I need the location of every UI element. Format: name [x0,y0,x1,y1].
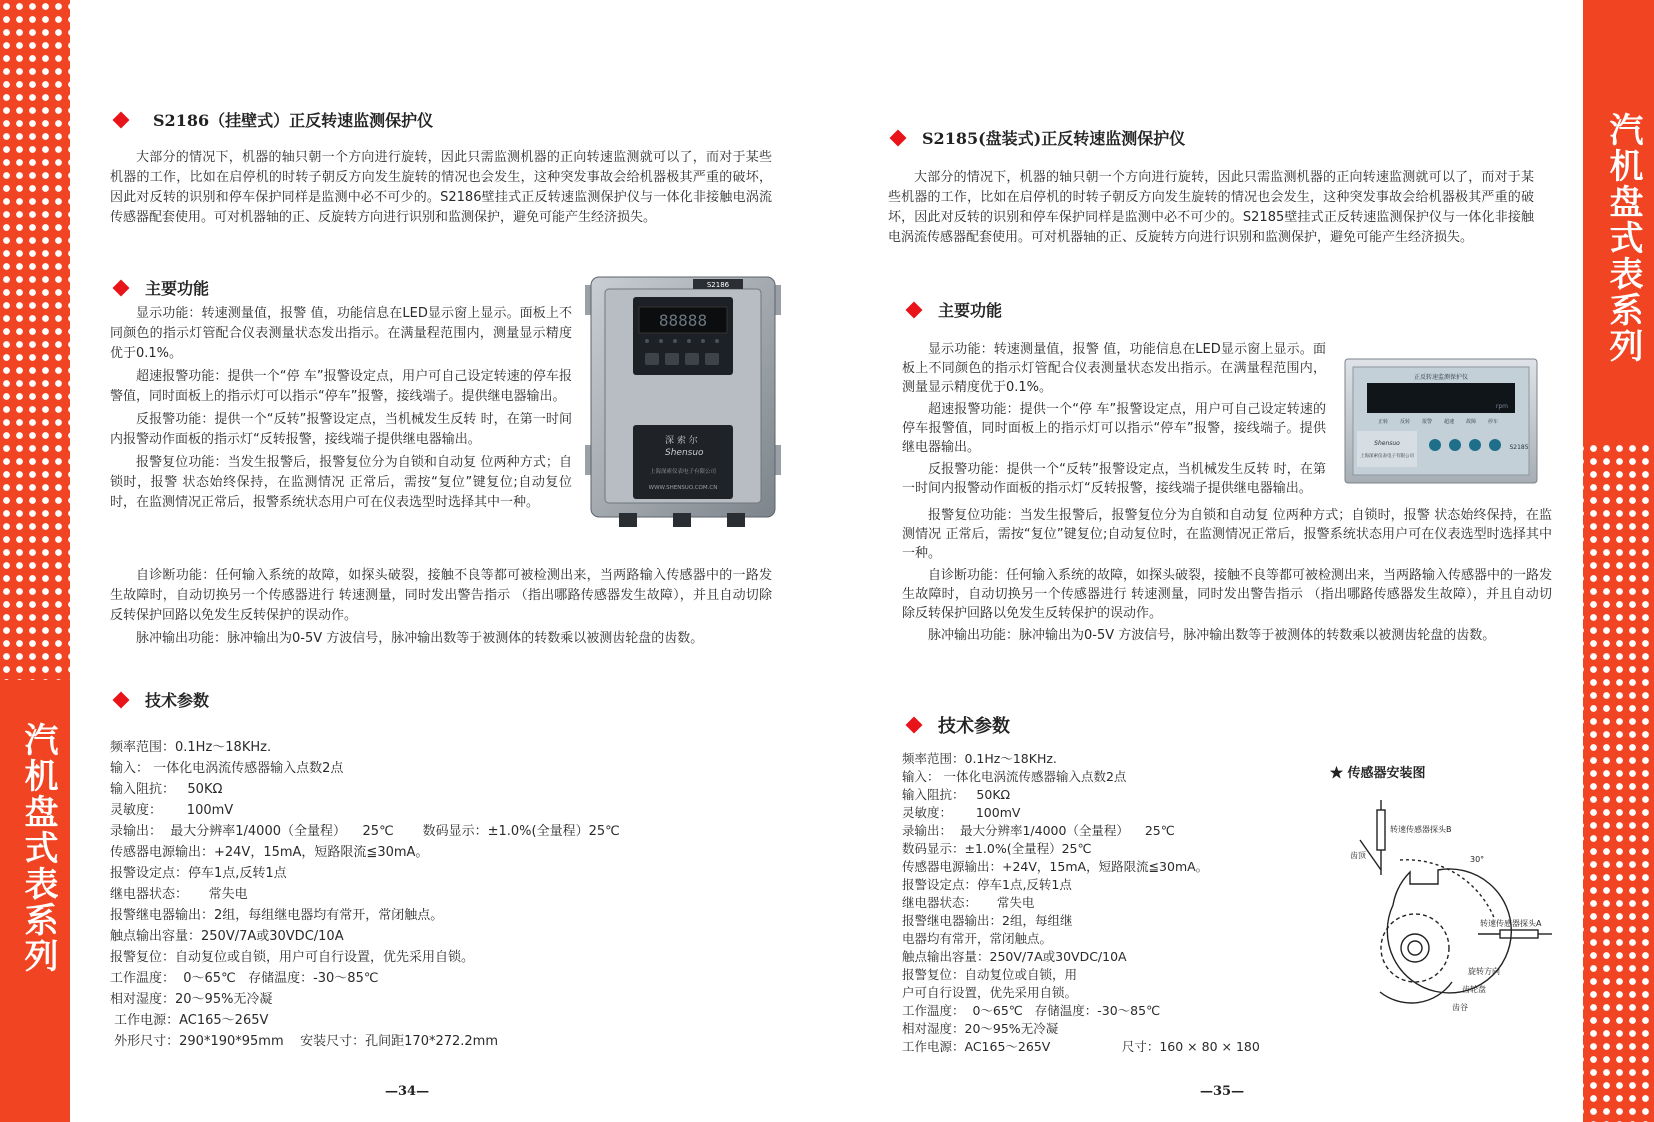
spec-row: 触点输出容量：250V/7A或30VDC/10A [902,949,1127,964]
left-title-text: S2186（挂壁式）正反转速监测保护仪 [153,111,434,130]
diagram-title: ★ 传感器安装图 [1330,766,1426,781]
spec-row: 输入： 一体化电涡流传感器输入点数2点 [902,769,1127,784]
spec-row: 报警复位：自动复位或自锁，用 [902,967,1078,982]
spec-row: 相对湿度：20～95%无冷凝 [902,1021,1059,1036]
diamond-bullet-icon [890,129,907,146]
right-page-number: —35— [1200,1084,1245,1099]
right-specs-list [902,750,1332,1056]
spec-row: 户可自行设置，优先采用自锁。 [902,985,1078,1000]
s2186-device-image [583,275,783,537]
feature-overspeed: 超速报警功能：提供一个“停 车”报警设定点，用户可自己设定转速的停车报警值，同时面板上的指示灯可以指示“停车”报警，接线端子。提供继电器输出。 [110,369,572,404]
feature-diagnosis: 自诊断功能：任何输入系统的故障，如探头破裂，接触不良等都可被检测出来，当两路输入传感器中的一路发生故障时，自动切换另一个传感器进行 转速测量，同时发出警告指示 （指出哪路传感器发生故障），并且自动切除反转保护回路以免发生反转保护的误动作。 [902,568,1553,621]
label-rotation: 旋转方向 [1468,967,1500,976]
feature-reverse: 反报警功能：提供一个“反转”报警设定点，当机械发生反转 时，在第一时间内报警动作面板的指示灯“反转报警，接线端子提供继电器输出。 [902,462,1326,496]
device-brand: Shensuo [1374,440,1400,447]
left-page-number: —34— [385,1084,430,1099]
diamond-bullet-icon [906,717,923,734]
diamond-bullet-icon [113,279,130,296]
spec-row: 灵敏度： 100mV [902,805,1021,820]
spec-row: 频率范围：0.1Hz～18KHz. [110,740,272,755]
sensor-install-diagram [1320,760,1570,1020]
right-title [892,126,1185,149]
right-title-text: S2185(盘装式)正反转速监测保护仪 [922,129,1186,148]
label-angle: 30° [1470,855,1485,864]
label-tooth-root: 齿谷 [1452,1003,1468,1012]
spec-row: 输入阻抗： 50KΩ [902,787,1011,802]
diamond-bullet-icon [113,111,130,128]
feature-display: 显示功能：转速测量值，报警 值，功能信息在LED显示窗上显示。面板上不同颜色的指示灯管配合仪表测量状态发出指示。在满量程范围内，测量显示精度优于0.1%。 [902,342,1326,395]
device-model-label: S2185 [1509,444,1529,451]
right-features-bottom [902,506,1552,648]
svg-text:报警: 报警 [1421,419,1433,425]
spec-row: 外形尺寸：290*190*95mm 安装尺寸：孔间距170*272.2mm [110,1034,499,1049]
spec-row: 报警设定点：停车1点,反转1点 [110,866,287,881]
spec-row: 相对湿度：20～95%无冷凝 [110,992,273,1007]
label-probe-b: 转速传感器探头B [1390,825,1452,834]
svg-text:停车: 停车 [1487,419,1499,425]
right-specs-heading: 技术参数 [908,712,1010,738]
spec-row: 录输出： 最大分辨率1/4000（全量程） 25℃ [902,823,1175,838]
spec-row: 报警继电器输出：2组，每组继 [902,913,1073,928]
feature-pulse: 脉冲输出功能：脉冲输出为0-5V 方波信号，脉冲输出数等于被测体的转数乘以被测齿轮盘的齿数。 [928,628,1496,643]
right-features-top [902,340,1326,501]
spec-row: 工作电源：AC165～265V 尺寸：160 × 80 × 180 [902,1039,1260,1054]
left-specs-heading: 技术参数 [115,688,209,711]
spec-row: 传感器电源输出：+24V，15mA，短路限流≦30mA。 [902,859,1209,874]
spec-row: 频率范围：0.1Hz～18KHz. [902,751,1057,766]
spec-row: 输入阻抗： 50KΩ [110,782,223,797]
device-company: 上海深索仪表电子有限公司 [649,469,717,475]
spec-row: 报警复位：自动复位或自锁，用户可自行设置，优先采用自锁。 [110,950,475,965]
spec-row: 工作温度： 0～65℃ 存储温度：-30～85℃ [110,971,379,986]
device-display-label: 正反转速监测保护仪 [1413,374,1469,381]
s2185-device-image [1343,357,1539,487]
svg-text:反转: 反转 [1399,419,1411,425]
diamond-bullet-icon [113,691,130,708]
device-model-label: S2186 [706,281,730,289]
spec-row: 报警设定点：停车1点,反转1点 [902,877,1072,892]
feature-reverse: 反报警功能：提供一个“反转”报警设定点，当机械发生反转 时，在第一时间内报警动作面板的指示灯“反转报警，接线端子提供继电器输出。 [110,412,572,447]
spec-row: 输入： 一体化电涡流传感器输入点数2点 [110,761,344,776]
feature-display: 显示功能：转速测量值，报警 值，功能信息在LED显示窗上显示。面板上不同颜色的指示灯管配合仪表测量状态发出指示。在满量程范围内，测量显示精度优于0.1%。 [110,306,572,361]
feature-overspeed: 超速报警功能：提供一个“停 车”报警设定点，用户可自己设定转速的停车报警值，同时面板上的指示灯可以指示“停车”报警，接线端子。提供继电器输出。 [902,402,1326,455]
right-features-heading: 主要功能 [908,298,1002,321]
device-unit: rpm [1495,403,1508,410]
spec-row: 触点输出容量：250V/7A或30VDC/10A [110,929,344,944]
spec-row: 继电器状态： 常失电 [110,887,248,902]
left-title [115,108,433,131]
diamond-bullet-icon [906,301,923,318]
left-features-top [110,304,572,516]
right-vertical-title: 汽机盘式表系列 [1603,112,1643,364]
right-intro: 大部分的情况下，机器的轴只朝一个方向进行旋转，因此只需监测机器的正向转速监测就可以了，而对于某些机器的工作，比如在启停机的时转子朝反方向发生旋转的情况也会发生，这种突发事故会给机器极其严重的破坏，因此对反转的识别和停车保护同样是监测中必不可少的。S2185壁挂式正反转速监测保护仪与一体化非接触电涡流传感器配套使用。可对机器轴的正、反旋转方向进行识别和监测保护，避免可能产生经济损失。 [888,170,1534,245]
device-brand: Shensuo [665,448,704,458]
left-specs-list [110,737,790,1052]
svg-text:故障: 故障 [1465,419,1477,425]
feature-diagnosis: 自诊断功能：任何输入系统的故障，如探头破裂，接触不良等都可被检测出来，当两路输入传感器中的一路发生故障时，自动切换另一个传感器进行 转速测量，同时发出警告指示 （指出哪路传感器发生故障），并且自动切除反转保护回路以免发生反转保护的误动作。 [110,568,772,623]
spec-row: 电器均有常开，常闭触点。 [902,931,1053,946]
svg-text:正转: 正转 [1377,419,1389,425]
label-tooth-top: 齿顶 [1350,851,1366,860]
spec-row: 工作温度： 0～65℃ 存储温度：-30～85℃ [902,1003,1161,1018]
device-led-display: 88888 [658,311,708,330]
left-vertical-title: 汽机盘式表系列 [18,722,58,974]
device-website: WWW.SHENSUO.COM.CN [648,485,718,491]
feature-pulse: 脉冲输出功能：脉冲输出为0-5V 方波信号，脉冲输出数等于被测体的转数乘以被测齿轮盘的齿数。 [136,631,704,646]
left-features-heading: 主要功能 [115,276,209,299]
left-features-bottom [110,566,772,652]
spec-row: 灵敏度： 100mV [110,803,234,818]
feature-reset: 报警复位功能：当发生报警后，报警复位分为自锁和自动复 位两种方式；自锁时，报警 状态始终保持，在监测情况 正常后，需按“复位”键复位;自动复位时，在监测情况正常后，报警系统状态用户可在仪表选型时选择其中一种。 [902,508,1552,561]
device-brand-cn: 深 索 尔 [665,436,698,446]
left-intro: 大部分的情况下，机器的轴只朝一个方向进行旋转，因此只需监测机器的正向转速监测就可以了，而对于某些机器的工作，比如在启停机的时转子朝反方向发生旋转的情况也会发生，这种突发事故会给机器极其严重的破坏，因此对反转的识别和停车保护同样是监测中必不可少的。S2186壁挂式正反转速监测保护仪与一体化非接触电涡流传感器配套使用。可对机器轴的正、反旋转方向进行识别和监测保护，避免可能产生经济损失。 [110,150,772,225]
label-gear: 齿轮盘 [1462,985,1486,994]
spec-row: 继电器状态： 常失电 [902,895,1035,910]
feature-reset: 报警复位功能：当发生报警后，报警复位分为自锁和自动复 位两种方式；自锁时，报警 状态始终保持，在监测情况 正常后，需按“复位”键复位;自动复位时，在监测情况正常后，报警系统状态用户可在仪表选型时选择其中一种。 [110,455,572,510]
spec-row: 传感器电源输出：+24V，15mA，短路限流≦30mA。 [110,845,429,860]
spec-row: 工作电源：AC165～265V [110,1013,269,1028]
spec-row: 报警继电器输出：2组，每组继电器均有常开，常闭触点。 [110,908,444,923]
device-company: 上海深索仪表电子有限公司 [1360,454,1414,459]
spec-row: 录输出： 最大分辨率1/4000（全量程） 25℃ 数码显示：±1.0%(全量程）25℃ [110,824,620,839]
label-probe-a: 转速传感器探头A [1480,919,1542,928]
spec-row: 数码显示：±1.0%(全量程）25℃ [902,841,1092,856]
svg-text:超速: 超速 [1443,419,1455,425]
